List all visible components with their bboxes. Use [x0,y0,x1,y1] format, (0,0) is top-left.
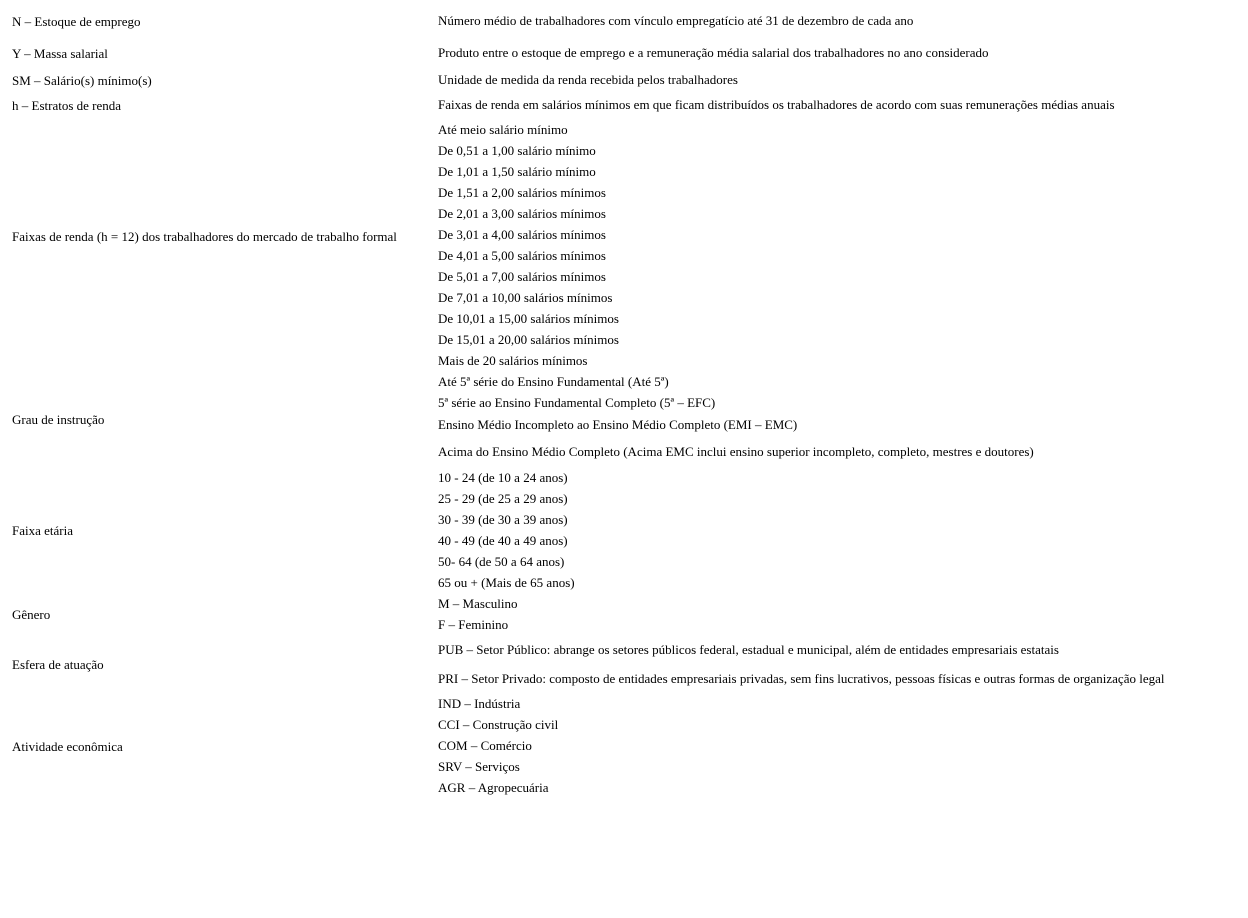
term-label: Gênero [12,607,51,622]
definition-line: Até 5ª série do Ensino Fundamental (Até 5ª) [438,374,669,389]
definition-line: 5ª série ao Ensino Fundamental Completo (5ª – EFC) [438,395,716,410]
definition-line: 30 - 39 (de 30 a 39 anos) [438,512,568,527]
definition-line: M – Masculino [438,596,518,611]
definition-line: SRV – Serviços [438,759,520,774]
term-label: Grau de instrução [12,412,105,427]
term-label: Faixa etária [12,523,73,538]
definition-line: Mais de 20 salários mínimos [438,353,588,368]
definition-line: De 2,01 a 3,00 salários mínimos [438,206,606,221]
definition-line: 10 - 24 (de 10 a 24 anos) [438,470,568,485]
definition-line: PUB – Setor Público: abrange os setores públicos federal, estadual e municipal, além de entidades empresariais estatais [438,642,1059,657]
definition-line: De 15,01 a 20,00 salários mínimos [438,332,619,347]
definition-line: De 7,01 a 10,00 salários mínimos [438,290,613,305]
definition-line: De 1,51 a 2,00 salários mínimos [438,185,606,200]
definition-line: Acima do Ensino Médio Completo (Acima EMC inclui ensino superior incompleto, completo, mestres e doutores) [438,444,1034,459]
term-label: N – Estoque de emprego [12,14,141,29]
definition-line: CCI – Construção civil [438,717,559,732]
definition-line: PRI – Setor Privado: composto de entidades empresariais privadas, sem fins lucrativos, pessoas físicas e outras formas de organização legal [438,671,1165,686]
definition-line: COM – Comércio [438,738,532,753]
definition-line: Até meio salário mínimo [438,122,568,137]
term-label: Esfera de atuação [12,657,104,672]
definition-line: De 4,01 a 5,00 salários mínimos [438,248,606,263]
term-label: Atividade econômica [12,739,123,754]
definition-line: 40 - 49 (de 40 a 49 anos) [438,533,568,548]
definition-line: Número médio de trabalhadores com vínculo empregatício até 31 de dezembro de cada ano [438,13,914,28]
definition-line: IND – Indústria [438,696,521,711]
definition-line: AGR – Agropecuária [438,780,549,795]
term-label: SM – Salário(s) mínimo(s) [12,73,152,88]
definition-line: Ensino Médio Incompleto ao Ensino Médio Completo (EMI – EMC) [438,417,798,432]
definition-line: De 5,01 a 7,00 salários mínimos [438,269,606,284]
definition-line: Faixas de renda em salários mínimos em que ficam distribuídos os trabalhadores de acordo com suas remunerações médias anuais [438,97,1115,112]
definition-line: Unidade de medida da renda recebida pelos trabalhadores [438,72,738,87]
definition-line: 50- 64 (de 50 a 64 anos) [438,554,565,569]
definition-line: Produto entre o estoque de emprego e a remuneração média salarial dos trabalhadores no ano considerado [438,45,989,60]
definition-line: De 3,01 a 4,00 salários mínimos [438,227,606,242]
term-label: Faixas de renda (h = 12) dos trabalhadores do mercado de trabalho formal [12,229,397,244]
definition-line: De 1,01 a 1,50 salário mínimo [438,164,596,179]
definition-line: 25 - 29 (de 25 a 29 anos) [438,491,568,506]
term-label: h – Estratos de renda [12,98,122,113]
definition-line: De 0,51 a 1,00 salário mínimo [438,143,596,158]
definition-line: F – Feminino [438,617,509,632]
definition-line: 65 ou + (Mais de 65 anos) [438,575,575,590]
term-label: Y – Massa salarial [12,46,108,61]
definition-line: De 10,01 a 15,00 salários mínimos [438,311,619,326]
